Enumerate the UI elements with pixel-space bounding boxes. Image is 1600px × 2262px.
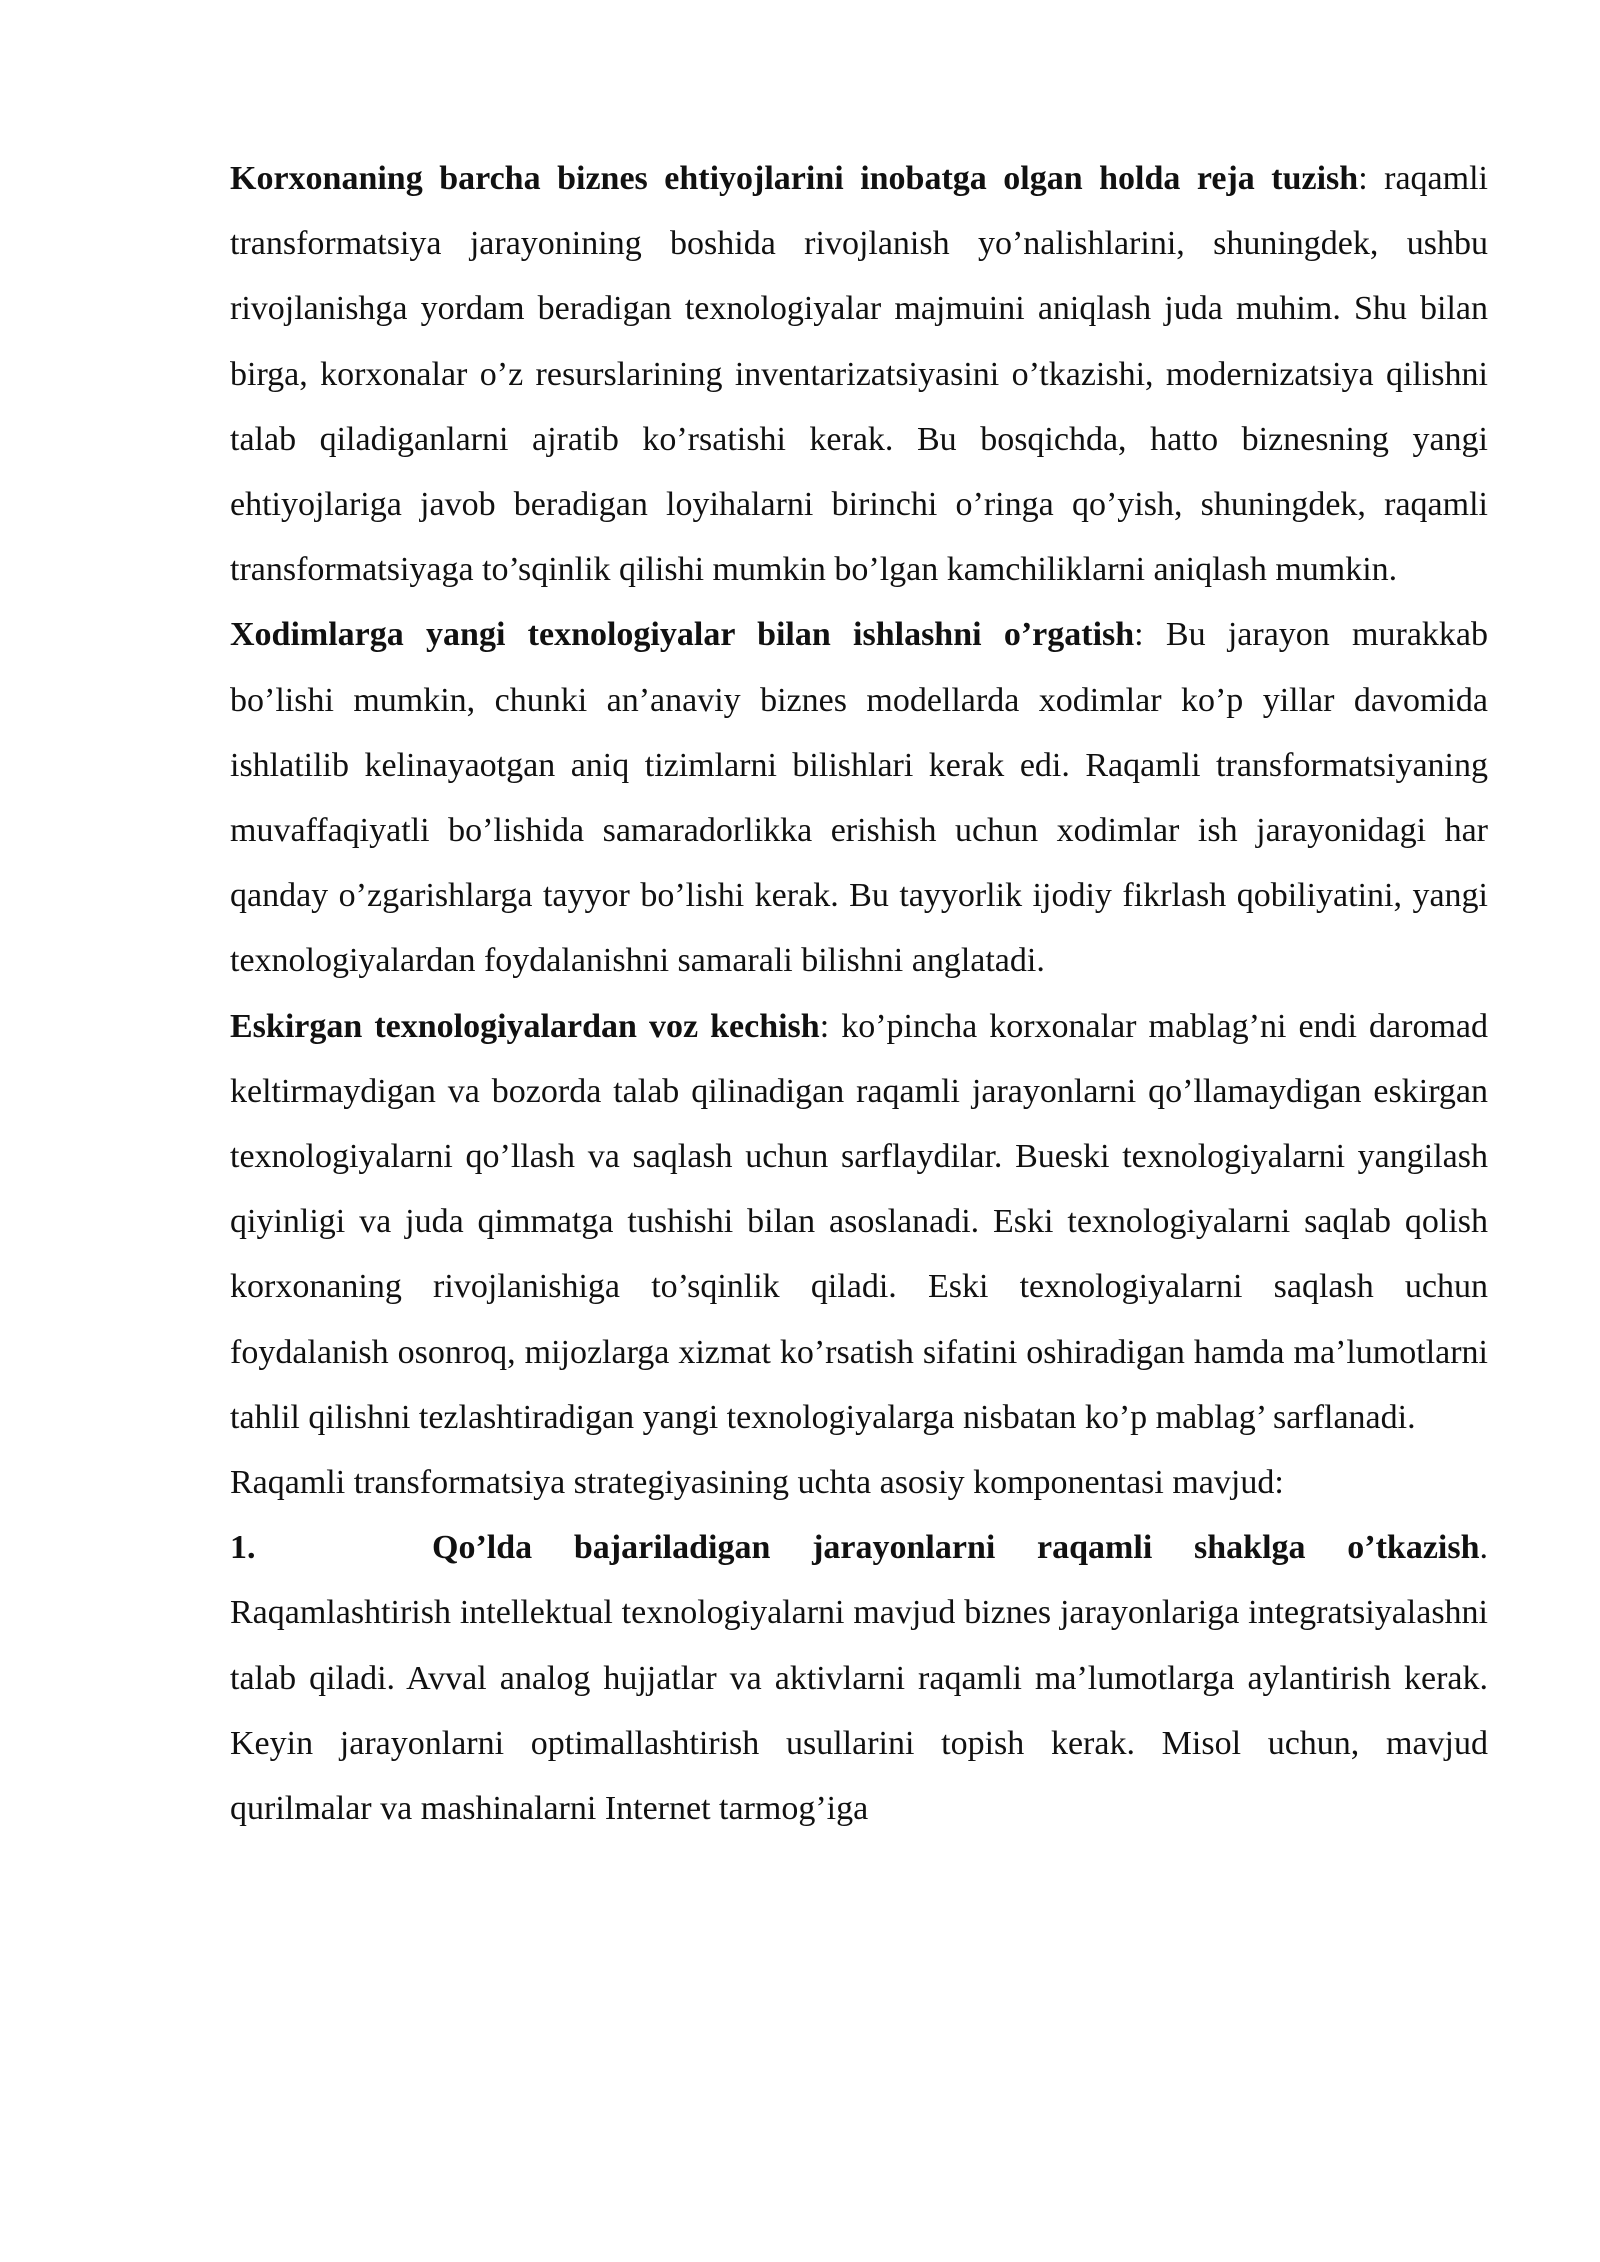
list-item-heading: Qo’lda bajariladigan jarayonlarni raqamli shaklga o’tkazish — [432, 1529, 1480, 1567]
document-page — [230, 146, 1488, 1841]
paragraph-intro: Raqamli transformatsiya strategiyasining uchta asosiy komponentasi mavjud: — [230, 1464, 1284, 1502]
paragraph-heading: Korxonaning barcha biznes ehtiyojlarini inobatga olgan holda reja tuzish — [230, 160, 1359, 197]
paragraph-heading: Eskirgan texnologiyalardan voz kechish — [230, 1007, 820, 1045]
paragraph-staff-training — [230, 602, 1488, 993]
paragraph-outdated-tech — [230, 994, 1488, 1450]
list-item-body: . Raqamlashtirish intellektual texnologiyalarni mavjud biznes jarayonlariga integratsiyalashni talab qiladi. Avval analog hujjatlar va aktivlarni raqamli ma’lumotlarga aylantirish kerak. Keyin jarayonlarni optimallashtirish usullarini topish kerak. Misol uchun, mavjud qurilmalar va mashinalarni Internet tarmog’iga — [230, 1529, 1488, 1828]
paragraph-body: : ko’pincha korxonalar mablag’ni endi daromad keltirmaydigan va bozorda talab qilinadigan raqamli jarayonlarni qo’llamaydigan eskirgan texnologiyalarni qo’llash va saqlash uchun sarflaydilar. Bueski texnologiyalarni yangilash qiyinligi va juda qimmatga tushishi bilan asoslanadi. Eski texnologiyalarni saqlab qolish korxonaning rivojlanishiga to’sqinlik qiladi. Eski texnologiyalarni saqlash uchun foydalanish osonroq, mijozlarga xizmat ko’rsatish sifatini oshiradigan hamda ma’lumotlarni tahlil qilishni tezlashtiradigan yangi texnologiyalarga nisbatan ko’p mablag’ sarflanadi. — [230, 1007, 1489, 1436]
paragraph-heading: Xodimlarga yangi texnologiyalar bilan ishlashni o’rgatish — [230, 616, 1135, 654]
list-item-1 — [230, 1515, 1488, 1841]
paragraph-body: : raqamli transformatsiya jarayonining boshida rivojlanish yo’nalishlarini, shuningdek, ushbu rivojlanishga yordam beradigan texnologiyalar majmuini aniqlash juda muhim. Shu bilan birga, korxonalar o’z resurslarining inventarizatsiyasini o’tkazishi, modernizatsiya qilishni talab qiladiganlarni ajratib ko’rsatishi kerak. Bu bosqichda, hatto biznesning yangi ehtiyojlariga javob beradigan loyihalarni birinchi o’ringa qo’yish, shuningdek, raqamli transformatsiyaga to’sqinlik qilishi mumkin bo’lgan kamchiliklarni aniqlash mumkin. — [230, 160, 1488, 589]
paragraph-body: : Bu jarayon murakkab bo’lishi mumkin, chunki an’anaviy biznes modellarda xodimlar ko’p yillar davomida ishlatilib kelinayaotgan aniq tizimlarni bilishlari kerak edi. Raqamli transformatsiyaning muvaffaqiyatli bo’lishida samaradorlikka erishish uchun xodimlar ish jarayonidagi har qanday o’zgarishlarga tayyor bo’lishi kerak. Bu tayyorlik ijodiy fikrlash qobiliyatini, yangi texnologiyalardan foydalanishni samarali bilishni anglatadi. — [230, 616, 1488, 980]
paragraph-business-planning — [230, 146, 1488, 602]
list-number: 1. — [230, 1529, 256, 1567]
